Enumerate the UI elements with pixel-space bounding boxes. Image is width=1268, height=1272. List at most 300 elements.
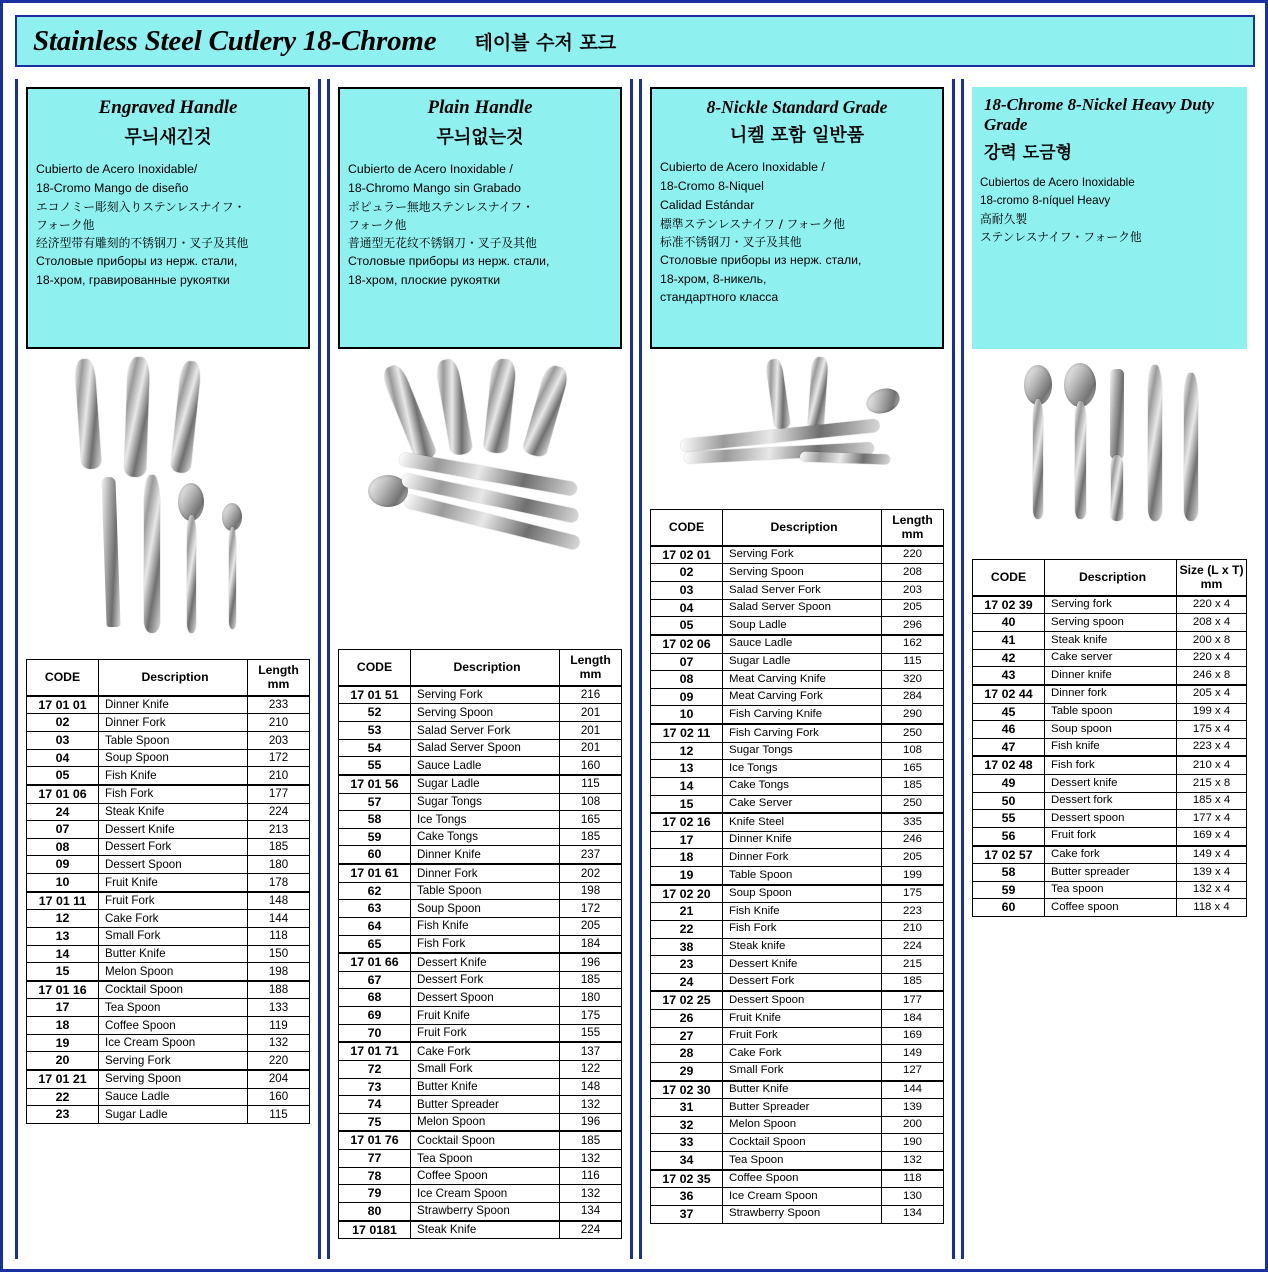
cell-desc: Butter Spreader	[723, 1099, 882, 1117]
table-row	[973, 810, 1247, 828]
cell-desc: Tea Spoon	[99, 999, 248, 1017]
table-row	[339, 793, 622, 811]
cell-desc: Steak knife	[723, 938, 882, 956]
cell-code: 60	[973, 899, 1045, 917]
cell-desc: Dinner Fork	[723, 849, 882, 867]
cell-desc: Strawberry Spoon	[723, 1205, 882, 1223]
column-descriptions	[348, 161, 612, 290]
cell-len: 208	[882, 564, 944, 582]
col-header-length: Length mm	[560, 650, 622, 686]
desc-line: Calidad Estándar	[660, 197, 755, 212]
product-photo-heavy-duty	[972, 355, 1247, 555]
cell-len: 205	[882, 849, 944, 867]
cell-desc: Dessert Knife	[99, 821, 248, 839]
cell-len: 139	[882, 1099, 944, 1117]
cell-code: 42	[973, 649, 1045, 667]
cell-len: 296	[882, 617, 944, 635]
table-row	[27, 1070, 310, 1088]
table-row	[651, 795, 944, 813]
cell-desc: Salad Server Fork	[411, 722, 560, 740]
cell-desc: Dessert Knife	[723, 956, 882, 974]
cell-code: 59	[339, 828, 411, 846]
cell-len: 184	[560, 935, 622, 953]
cell-desc: Dinner Fork	[411, 864, 560, 882]
cell-code: 55	[339, 757, 411, 775]
cell-code: 03	[27, 732, 99, 750]
table-row	[339, 828, 622, 846]
col-header-length: Length mm	[248, 660, 310, 696]
cell-len: 175	[882, 885, 944, 903]
cell-desc: Fish Knife	[723, 903, 882, 921]
cell-len: 115	[248, 1106, 310, 1124]
cell-code: 22	[27, 1088, 99, 1106]
table-row	[651, 635, 944, 653]
cell-desc: Coffee spoon	[1045, 899, 1177, 917]
cell-desc: Fish Carving Fork	[723, 724, 882, 742]
cell-code: 78	[339, 1167, 411, 1185]
table-row	[651, 1116, 944, 1134]
cell-desc: Fish Knife	[411, 917, 560, 935]
table-row	[339, 1096, 622, 1114]
table-row	[651, 617, 944, 635]
cell-len: 246	[882, 831, 944, 849]
cell-code: 47	[973, 738, 1045, 756]
cell-len: 188	[248, 981, 310, 999]
table-row	[27, 1106, 310, 1124]
cell-code: 23	[27, 1106, 99, 1124]
cell-code: 70	[339, 1024, 411, 1042]
cell-code: 31	[651, 1099, 723, 1117]
cell-len: 246 x 8	[1177, 667, 1247, 685]
cell-len: 177	[248, 785, 310, 803]
cell-desc: Cake Fork	[411, 1042, 560, 1060]
product-photo-engraved	[26, 355, 310, 655]
table-row	[339, 1113, 622, 1131]
column-8-nickle-standard	[639, 79, 955, 1259]
cell-code: 41	[973, 632, 1045, 650]
cell-code: 17 02 48	[973, 756, 1045, 774]
cell-desc: Butter Knife	[99, 945, 248, 963]
cell-desc: Table Spoon	[99, 732, 248, 750]
cell-len: 220 x 4	[1177, 596, 1247, 614]
cell-len: 210	[882, 920, 944, 938]
table-row	[27, 945, 310, 963]
table-row	[973, 738, 1247, 756]
cell-desc: Salad Server Spoon	[411, 739, 560, 757]
column-title-korean: 무늬없는것	[436, 126, 524, 148]
cell-code: 65	[339, 935, 411, 953]
cell-desc: Dessert fork	[1045, 792, 1177, 810]
table-row	[973, 864, 1247, 882]
cell-len: 200 x 8	[1177, 632, 1247, 650]
cell-desc: Cocktail Spoon	[723, 1134, 882, 1152]
cell-len: 165	[882, 760, 944, 778]
col-header-code: CODE	[339, 650, 411, 686]
cell-len: 220	[882, 546, 944, 564]
cell-code: 12	[27, 910, 99, 928]
table-row	[339, 811, 622, 829]
cell-code: 05	[27, 767, 99, 785]
desc-line: 18-Cromo 8-Niquel	[660, 178, 764, 193]
cell-len: 213	[248, 821, 310, 839]
desc-line: 经济型带有雕刻的不锈钢刀・叉子及其他	[36, 235, 249, 250]
table-row	[651, 706, 944, 724]
table-row	[339, 1150, 622, 1168]
cell-code: 79	[339, 1185, 411, 1203]
cell-desc: Fish fork	[1045, 756, 1177, 774]
cell-code: 17 01 01	[27, 696, 99, 714]
cell-desc: Fruit Knife	[723, 1010, 882, 1028]
cell-desc: Serving Fork	[99, 1052, 248, 1070]
cell-code: 17 02 25	[651, 991, 723, 1009]
column-heavy-duty	[961, 79, 1255, 1259]
cell-len: 185	[560, 1131, 622, 1149]
cell-desc: Small Fork	[411, 1060, 560, 1078]
cell-len: 132	[248, 1034, 310, 1052]
desc-line: 標準ステンレスナイフ / フォーク他	[660, 216, 845, 231]
cell-len: 177	[882, 991, 944, 1009]
cell-len: 224	[248, 803, 310, 821]
cell-desc: Dinner Fork	[99, 714, 248, 732]
col-header-description: Description	[723, 510, 882, 546]
cell-len: 200	[882, 1116, 944, 1134]
cell-code: 17 01 21	[27, 1070, 99, 1088]
cell-len: 220 x 4	[1177, 649, 1247, 667]
column-title-korean: 무늬새긴것	[124, 126, 212, 148]
table-row	[27, 838, 310, 856]
table-row	[651, 1045, 944, 1063]
cell-code: 17 02 16	[651, 813, 723, 831]
cell-len: 175	[560, 1007, 622, 1025]
desc-line: フォーク他	[36, 217, 95, 232]
table-row	[973, 721, 1247, 739]
cell-desc: Cake Tongs	[411, 828, 560, 846]
table-row	[339, 739, 622, 757]
cell-len: 134	[560, 1202, 622, 1220]
table-row	[339, 1185, 622, 1203]
cell-desc: Fish knife	[1045, 738, 1177, 756]
cell-len: 139 x 4	[1177, 864, 1247, 882]
cell-code: 21	[651, 903, 723, 921]
cell-code: 10	[651, 706, 723, 724]
cell-desc: Soup Ladle	[723, 617, 882, 635]
cell-len: 177 x 4	[1177, 810, 1247, 828]
cell-desc: Ice Cream Spoon	[411, 1185, 560, 1203]
cell-len: 205 x 4	[1177, 685, 1247, 703]
cell-len: 190	[882, 1134, 944, 1152]
cell-len: 172	[560, 900, 622, 918]
cell-desc: Serving Spoon	[723, 564, 882, 582]
table-row	[339, 1131, 622, 1149]
cell-len: 203	[248, 732, 310, 750]
price-table-engraved	[26, 659, 310, 1124]
desc-line: 18-хром, гравированные рукоятки	[36, 272, 230, 287]
table-row	[339, 1078, 622, 1096]
table-row	[651, 653, 944, 671]
cell-desc: Soup spoon	[1045, 721, 1177, 739]
cell-desc: Tea Spoon	[411, 1150, 560, 1168]
cell-desc: Fruit Fork	[723, 1027, 882, 1045]
cell-len: 223	[882, 903, 944, 921]
cell-code: 50	[973, 792, 1045, 810]
cell-len: 180	[560, 989, 622, 1007]
table-row	[339, 935, 622, 953]
cell-len: 210 x 4	[1177, 756, 1247, 774]
cell-code: 17 02 11	[651, 724, 723, 742]
column-title-korean: 니켈 포함 일반품	[729, 125, 865, 147]
cell-len: 250	[882, 795, 944, 813]
table-row	[27, 999, 310, 1017]
column-title-korean: 강력 도금형	[984, 143, 1073, 164]
cell-code: 28	[651, 1045, 723, 1063]
cell-desc: Coffee Spoon	[411, 1167, 560, 1185]
table-row	[973, 596, 1247, 614]
cell-desc: Knife Steel	[723, 813, 882, 831]
cell-code: 77	[339, 1150, 411, 1168]
cell-len: 320	[882, 671, 944, 689]
cell-code: 19	[27, 1034, 99, 1052]
cell-len: 172	[248, 749, 310, 767]
cell-len: 216	[560, 686, 622, 704]
desc-line: 18-хром, 8-никель,	[660, 271, 767, 286]
cell-len: 108	[882, 742, 944, 760]
column-engraved-handle	[15, 79, 321, 1259]
cell-len: 116	[560, 1167, 622, 1185]
table-row	[27, 1034, 310, 1052]
cell-len: 201	[560, 722, 622, 740]
table-row	[339, 1042, 622, 1060]
cell-len: 205	[882, 599, 944, 617]
cell-code: 22	[651, 920, 723, 938]
table-row	[651, 742, 944, 760]
table-row	[973, 792, 1247, 810]
desc-line: Столовые приборы из нерж. стали,	[660, 252, 862, 267]
table-row	[27, 963, 310, 981]
cell-code: 68	[339, 989, 411, 1007]
table-row	[651, 1188, 944, 1206]
cell-code: 19	[651, 867, 723, 885]
cell-desc: Soup Spoon	[723, 885, 882, 903]
cell-len: 215	[882, 956, 944, 974]
cell-len: 290	[882, 706, 944, 724]
table-row	[651, 1027, 944, 1045]
table-row	[339, 882, 622, 900]
cell-desc: Coffee Spoon	[723, 1170, 882, 1188]
cell-code: 03	[651, 582, 723, 600]
cell-desc: Cake Tongs	[723, 777, 882, 795]
cell-code: 26	[651, 1010, 723, 1028]
cell-len: 132	[560, 1185, 622, 1203]
cell-code: 17 02 20	[651, 885, 723, 903]
table-row	[339, 722, 622, 740]
cell-code: 49	[973, 775, 1045, 793]
table-row	[339, 953, 622, 971]
table-row	[27, 892, 310, 910]
table-row	[27, 803, 310, 821]
price-table-plain	[338, 649, 622, 1239]
cell-code: 29	[651, 1062, 723, 1080]
cell-len: 162	[882, 635, 944, 653]
table-row	[27, 1052, 310, 1070]
cell-desc: Cake Server	[723, 795, 882, 813]
cell-desc: Serving Fork	[723, 546, 882, 564]
table-row	[651, 1010, 944, 1028]
cell-code: 32	[651, 1116, 723, 1134]
cell-desc: Steak Knife	[99, 803, 248, 821]
cell-len: 185	[560, 971, 622, 989]
cell-code: 54	[339, 739, 411, 757]
table-row	[27, 927, 310, 945]
table-row	[651, 920, 944, 938]
cell-code: 07	[27, 821, 99, 839]
table-row	[651, 1062, 944, 1080]
cell-len: 137	[560, 1042, 622, 1060]
cell-code: 45	[973, 703, 1045, 721]
table-row	[973, 899, 1247, 917]
cell-len: 144	[248, 910, 310, 928]
cell-code: 43	[973, 667, 1045, 685]
column-descriptions	[36, 161, 300, 290]
product-photo-standard	[650, 355, 944, 505]
cell-desc: Dessert Knife	[411, 953, 560, 971]
cell-len: 132	[560, 1150, 622, 1168]
cell-desc: Table spoon	[1045, 703, 1177, 721]
cell-desc: Serving Spoon	[411, 704, 560, 722]
table-row	[651, 867, 944, 885]
cell-desc: Steak knife	[1045, 632, 1177, 650]
col-header-description: Description	[1045, 560, 1177, 596]
desc-line: Cubiertos de Acero Inoxidable	[980, 176, 1135, 190]
cell-desc: Sugar Tongs	[411, 793, 560, 811]
cell-len: 150	[248, 945, 310, 963]
cell-len: 201	[560, 739, 622, 757]
table-row	[339, 1024, 622, 1042]
table-row	[651, 973, 944, 991]
cell-len: 144	[882, 1081, 944, 1099]
product-photo-plain	[338, 355, 622, 645]
table-row	[27, 1088, 310, 1106]
price-table-standard	[650, 509, 944, 1224]
cell-desc: Dinner fork	[1045, 685, 1177, 703]
table-row	[27, 714, 310, 732]
cell-desc: Fish Fork	[411, 935, 560, 953]
page-title: Stainless Steel Cutlery 18-Chrome	[33, 24, 437, 57]
cell-desc: Steak Knife	[411, 1221, 560, 1239]
col-header-size: Size (L x T) mm	[1177, 560, 1247, 596]
table-row	[339, 917, 622, 935]
cell-desc: Sugar Ladle	[411, 775, 560, 793]
cell-code: 17 0181	[339, 1221, 411, 1239]
cell-desc: Dinner Knife	[723, 831, 882, 849]
cell-len: 185	[248, 838, 310, 856]
table-row	[651, 903, 944, 921]
cell-code: 24	[651, 973, 723, 991]
cell-len: 169	[882, 1027, 944, 1045]
cell-desc: Ice Cream Spoon	[99, 1034, 248, 1052]
cell-len: 250	[882, 724, 944, 742]
cell-code: 17 01 51	[339, 686, 411, 704]
column-plain-handle	[327, 79, 633, 1259]
cell-len: 185	[882, 973, 944, 991]
table-row	[973, 827, 1247, 845]
cell-len: 148	[248, 892, 310, 910]
cell-desc: Fish Carving Knife	[723, 706, 882, 724]
table-row	[651, 777, 944, 795]
table-row	[339, 846, 622, 864]
table-row	[651, 1170, 944, 1188]
cell-code: 57	[339, 793, 411, 811]
cell-code: 33	[651, 1134, 723, 1152]
cell-len: 115	[560, 775, 622, 793]
cell-desc: Melon Spoon	[411, 1113, 560, 1131]
table-row	[973, 649, 1247, 667]
cell-len: 198	[248, 963, 310, 981]
table-row	[27, 910, 310, 928]
cell-code: 80	[339, 1202, 411, 1220]
cell-code: 17 01 76	[339, 1131, 411, 1149]
cell-desc: Table Spoon	[723, 867, 882, 885]
table-row	[339, 686, 622, 704]
cell-len: 185 x 4	[1177, 792, 1247, 810]
cell-desc: Sugar Ladle	[99, 1106, 248, 1124]
cell-len: 223 x 4	[1177, 738, 1247, 756]
cell-desc: Tea spoon	[1045, 881, 1177, 899]
cell-desc: Serving Spoon	[99, 1070, 248, 1088]
cell-code: 62	[339, 882, 411, 900]
cell-code: 59	[973, 881, 1045, 899]
table-row	[973, 881, 1247, 899]
cell-code: 08	[651, 671, 723, 689]
cell-code: 27	[651, 1027, 723, 1045]
table-row	[27, 696, 310, 714]
cell-len: 335	[882, 813, 944, 831]
desc-line: Cubierto de Acero Inoxidable /	[660, 160, 825, 175]
cell-desc: Sauce Ladle	[411, 757, 560, 775]
table-row	[27, 1017, 310, 1035]
cell-desc: Soup Spoon	[99, 749, 248, 767]
cell-desc: Table Spoon	[411, 882, 560, 900]
cell-desc: Fruit fork	[1045, 827, 1177, 845]
table-row	[339, 900, 622, 918]
cell-desc: Dinner Knife	[411, 846, 560, 864]
cell-desc: Salad Server Fork	[723, 582, 882, 600]
cell-len: 196	[560, 953, 622, 971]
cell-desc: Dessert Spoon	[99, 856, 248, 874]
cell-desc: Dessert Spoon	[723, 991, 882, 1009]
desc-line: стандартного класса	[660, 290, 779, 305]
table-row	[651, 1152, 944, 1170]
price-table-heavy-duty	[972, 559, 1247, 917]
cell-code: 67	[339, 971, 411, 989]
cell-code: 46	[973, 721, 1045, 739]
cell-code: 24	[27, 803, 99, 821]
table-row	[973, 756, 1247, 774]
cell-code: 72	[339, 1060, 411, 1078]
cell-desc: Cake server	[1045, 649, 1177, 667]
cell-code: 23	[651, 956, 723, 974]
table-row	[973, 632, 1247, 650]
cell-len: 215 x 8	[1177, 775, 1247, 793]
desc-line: 18-Chromo Mango sin Grabado	[348, 180, 521, 195]
cell-desc: Dessert Fork	[723, 973, 882, 991]
table-row	[651, 813, 944, 831]
col-header-code: CODE	[973, 560, 1045, 596]
cell-len: 185	[560, 828, 622, 846]
table-row	[27, 732, 310, 750]
page-title-korean: 테이블 수저 포크	[474, 31, 617, 54]
cell-desc: Strawberry Spoon	[411, 1202, 560, 1220]
cell-code: 74	[339, 1096, 411, 1114]
